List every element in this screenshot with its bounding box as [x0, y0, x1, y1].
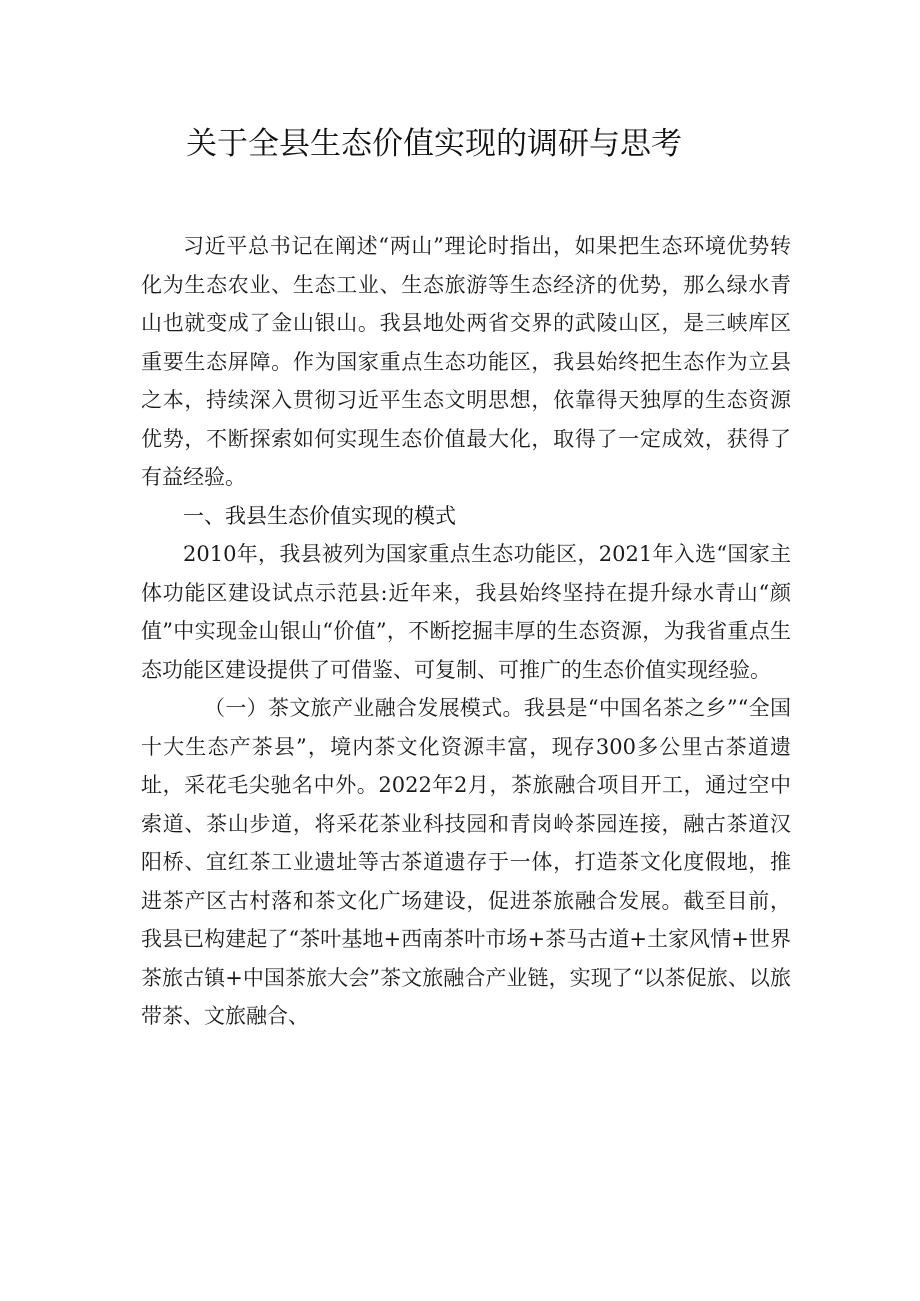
subsection-paragraph: （一）茶文旅产业融合发展模式。我县是“中国名茶之乡”“全国十大生态产茶县”，境内茶文化资源丰富，现存300多公里古茶道遗址，采花毛尖驰名中外。2022年2月，茶旅融合项目开工，通过空中索道、茶山步道，将采花茶业科技园和青岗岭茶园连接，融古茶道汉阳桥、宜红茶工业遗址等古茶道遗存于一体，打造茶文化度假地，推进茶产区古村落和茶文化广场建设，促进茶旅融合发展。截至目前，我县已构建起了“茶叶基地+西南茶叶市场+茶马古道+土家风情+世界茶旅古镇+中国茶旅大会”茶文旅融合产业链，实现了“以茶促旅、以旅带茶、文旅融合、: [141, 696, 791, 1028]
section-paragraph: 2010年，我县被列为国家重点生态功能区，2021年入选“国家主体功能区建设试点示范县:近年来，我县始终坚持在提升绿水青山“颜值”中实现金山银山“价值”，不断挖掘丰厚的生态资源，为我省重点生态功能区建设提供了可借鉴、可复制、可推广的生态价值实现经验。: [141, 542, 791, 682]
section-heading: 一、我县生态价值实现的模式: [183, 503, 456, 528]
document-title: 关于全县生态价值实现的调研与思考: [186, 126, 682, 162]
document-body: [141, 227, 791, 1036]
intro-paragraph: 习近平总书记在阐述“两山”理论时指出，如果把生态环境优势转化为生态农业、生态工业、生态旅游等生态经济的优势，那么绿水青山也就变成了金山银山。我县地处两省交界的武陵山区，是三峡库区重要生态屏障。作为国家重点生态功能区，我县始终把生态作为立县之本，持续深入贯彻习近平生态文明思想，依靠得天独厚的生态资源优势，不断探索如何实现生态价值最大化，取得了一定成效，获得了有益经验。: [141, 234, 791, 489]
